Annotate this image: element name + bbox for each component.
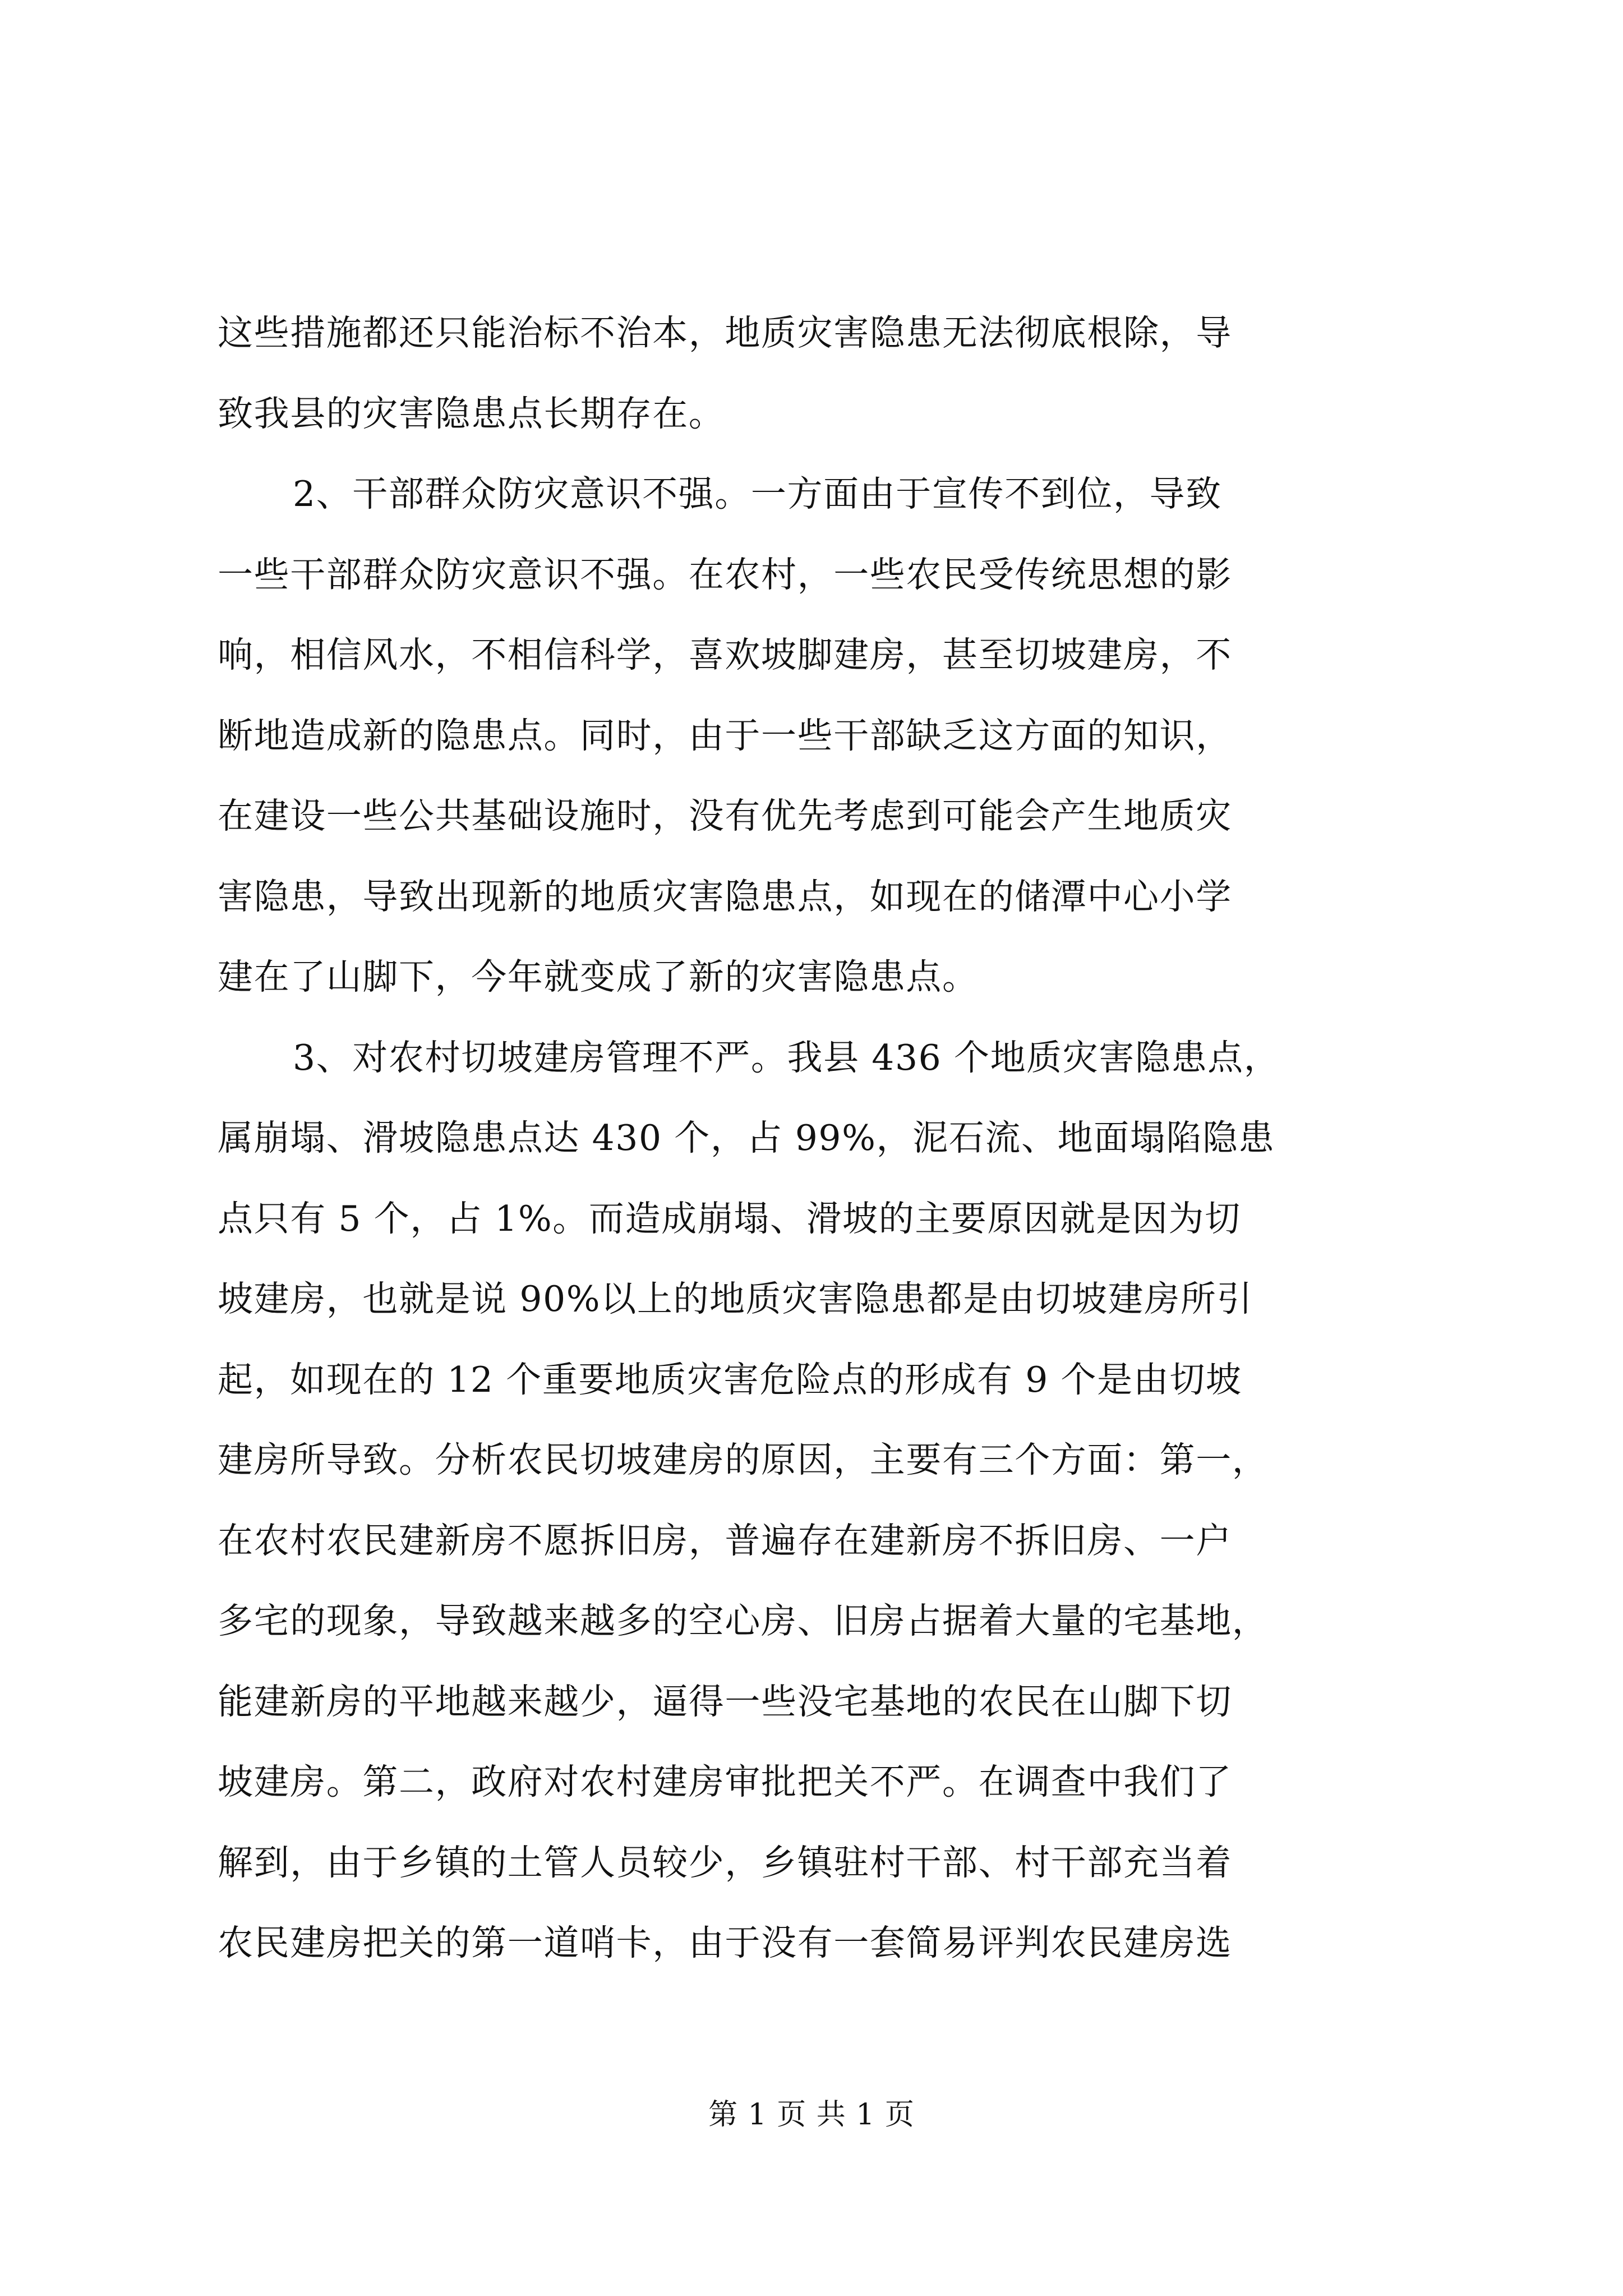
text-line: 响，相信风水，不相信科学，喜欢坡脚建房，甚至切坡建房，不 [218, 634, 1232, 675]
text-line: 坡建房，也就是说 90%以上的地质灾害隐患都是由切坡建房所引 [218, 1278, 1253, 1319]
text-line: 建在了山脚下，今年就变成了新的灾害隐患点。 [218, 956, 979, 997]
text-line: 断地造成新的隐患点。同时，由于一些干部缺乏这方面的知识， [218, 715, 1232, 756]
text-line: 多宅的现象，导致越来越多的空心房、旧房占据着大量的宅基地， [218, 1600, 1269, 1641]
text-line: 一些干部群众防灾意识不强。在农村，一些农民受传统思想的影 [218, 554, 1232, 595]
text-line: 点只有 5 个，占 1%。而造成崩塌、滑坡的主要原因就是因为切 [218, 1198, 1241, 1239]
text-line: 属崩塌、滑坡隐患点达 430 个，占 99%，泥石流、地面塌陷隐患 [218, 1117, 1275, 1158]
text-line: 解到，由于乡镇的土管人员较少，乡镇驻村干部、村干部充当着 [218, 1842, 1232, 1883]
text-line: 在农村农民建新房不愿拆旧房，普遍存在建新房不拆旧房、一户 [218, 1520, 1232, 1561]
text-line: 在建设一些公共基础设施时，没有优先考虑到可能会产生地质灾 [218, 795, 1232, 836]
text-line-paragraph-start: 3、对农村切坡建房管理不严。我县 436 个地质灾害隐患点， [293, 1037, 1280, 1078]
body-text [218, 293, 1418, 1984]
text-line: 坡建房。第二，政府对农村建房审批把关不严。在调查中我们了 [218, 1761, 1232, 1802]
text-line: 起，如现在的 12 个重要地质灾害危险点的形成有 9 个是由切坡 [218, 1359, 1242, 1400]
text-line: 建房所导致。分析农民切坡建房的原因，主要有三个方面：第一， [218, 1439, 1269, 1480]
text-line: 这些措施都还只能治标不治本，地质灾害隐患无法彻底根除，导 [218, 312, 1232, 353]
text-line: 能建新房的平地越来越少，逼得一些没宅基地的农民在山脚下切 [218, 1681, 1232, 1722]
text-line: 农民建房把关的第一道哨卡，由于没有一套简易评判农民建房选 [218, 1922, 1232, 1963]
page-number-footer: 第 1 页 共 1 页 [708, 2098, 915, 2132]
text-line: 害隐患，导致出现新的地质灾害隐患点，如现在的储潭中心小学 [218, 876, 1232, 917]
text-line: 致我县的灾害隐患点长期存在。 [218, 393, 725, 434]
text-line-paragraph-start: 2、干部群众防灾意识不强。一方面由于宣传不到位，导致 [293, 473, 1222, 514]
